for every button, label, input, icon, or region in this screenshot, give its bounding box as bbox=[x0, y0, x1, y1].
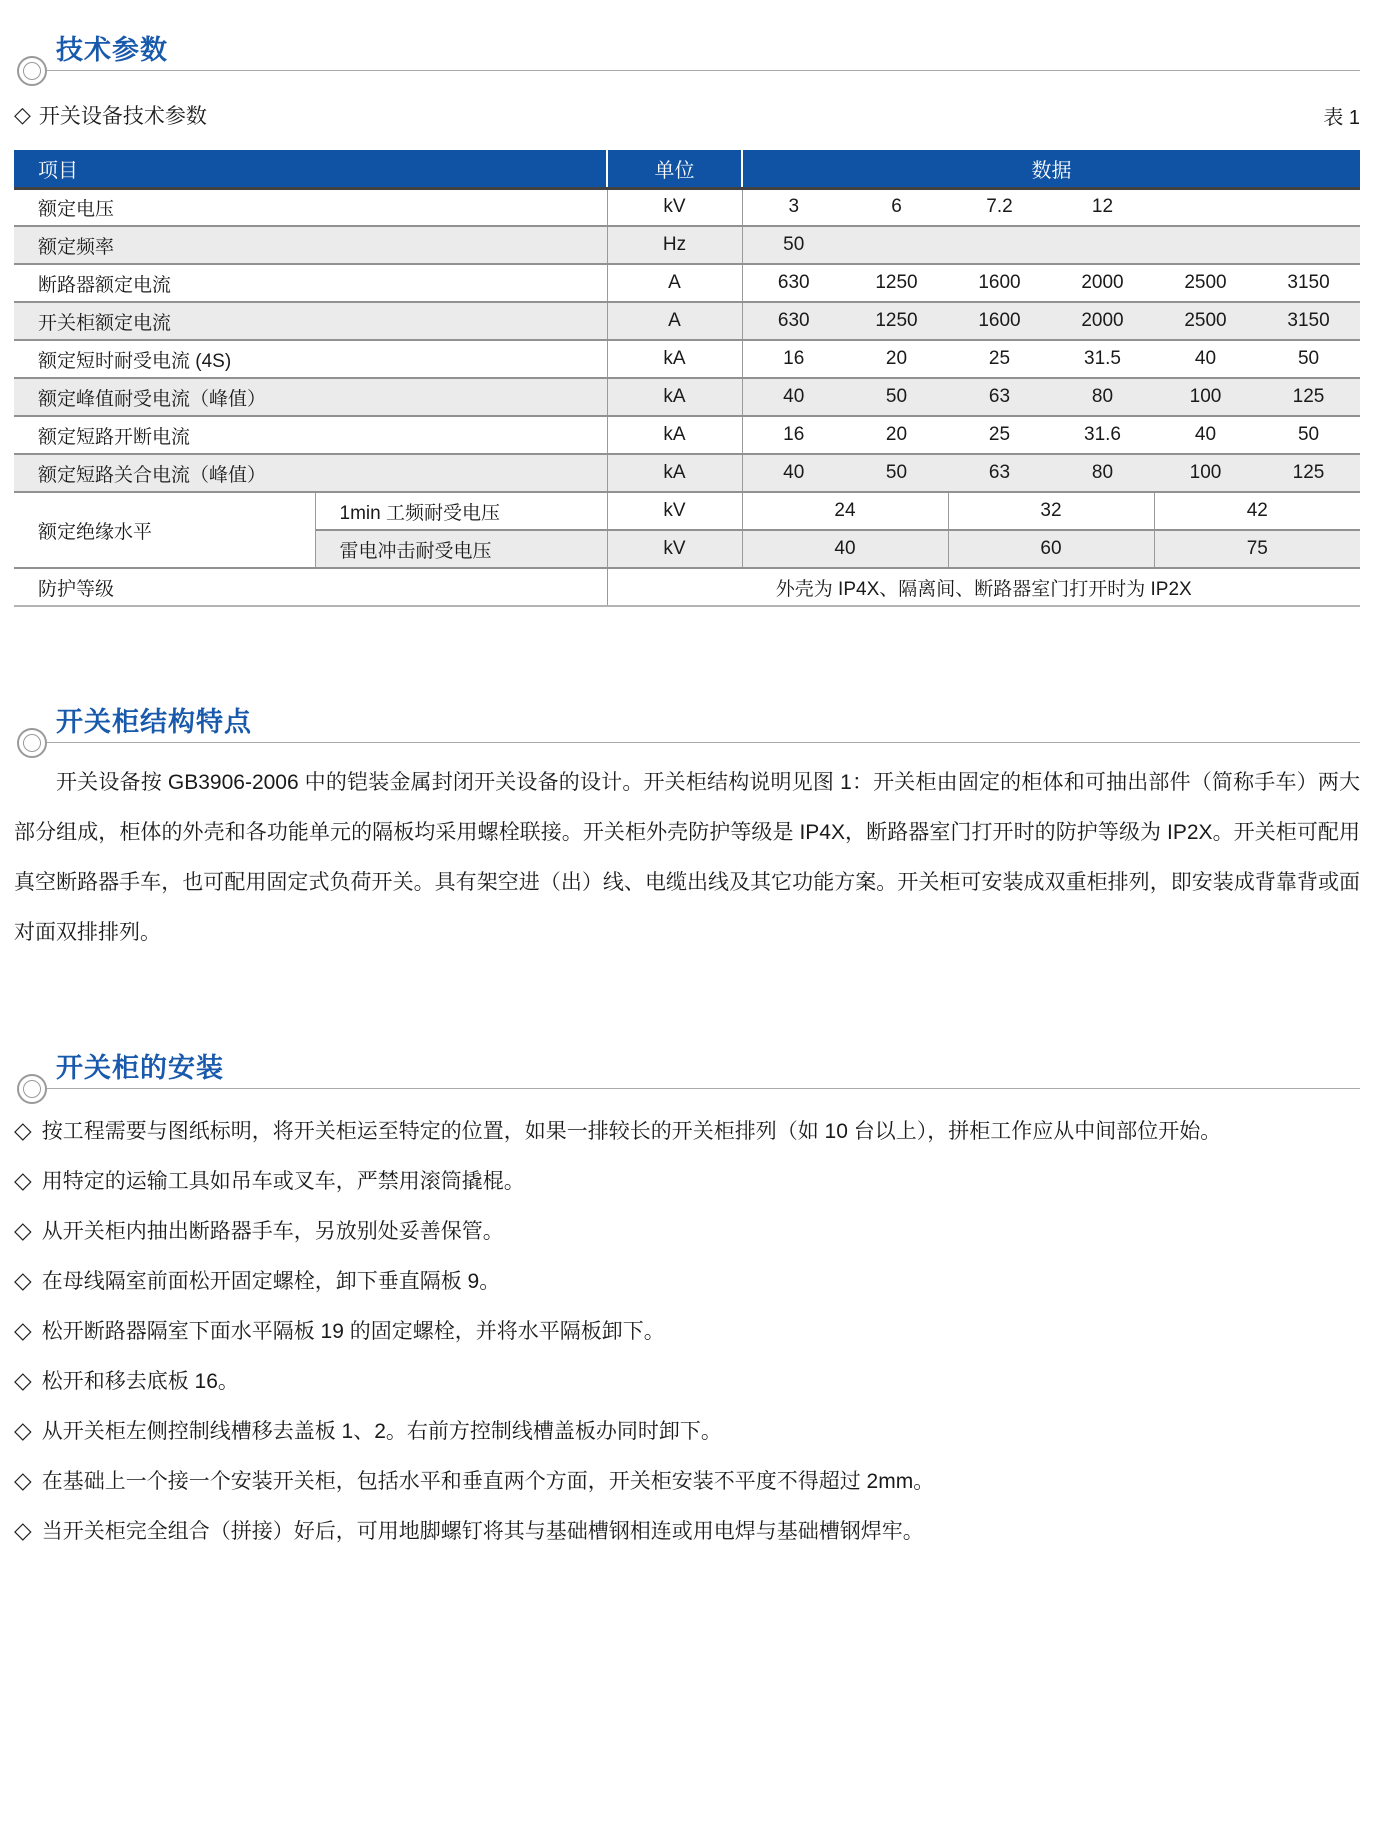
list-item-text: 从开关柜内抽出断路器手车，另放别处妥善保管。 bbox=[41, 1220, 504, 1243]
cell-value: 40 bbox=[742, 378, 845, 416]
cell-value: 40 bbox=[742, 530, 948, 568]
diamond-icon: ◇ bbox=[14, 1316, 32, 1343]
cell-value: 80 bbox=[1051, 378, 1154, 416]
cell-value bbox=[1257, 188, 1360, 226]
cell-value bbox=[1257, 226, 1360, 264]
cell-value: 2500 bbox=[1184, 272, 1227, 293]
cell-label: 额定频率 bbox=[14, 226, 607, 264]
double-circle-inner bbox=[23, 734, 41, 752]
table-row bbox=[14, 226, 1360, 264]
cell-label: 额定短路开断电流 bbox=[38, 426, 191, 448]
list-item bbox=[14, 1155, 1360, 1205]
list-item bbox=[14, 1255, 1360, 1305]
table-row bbox=[14, 302, 1360, 340]
page-title: 技术参数 bbox=[56, 35, 168, 65]
double-circle-icon bbox=[17, 1074, 47, 1104]
cell-value: 125 bbox=[1257, 378, 1360, 416]
cell-value: 630 bbox=[777, 272, 810, 293]
install-bullet-list bbox=[14, 1105, 1360, 1555]
cell-value: 3150 bbox=[1287, 272, 1330, 293]
cell-value: 630 bbox=[742, 302, 845, 340]
cell-value: 31.6 bbox=[1084, 424, 1121, 445]
list-item-text: 从开关柜左侧控制线槽移去盖板 1、2。右前方控制线槽盖板办同时卸下。 bbox=[41, 1420, 722, 1443]
cell-value bbox=[1051, 226, 1154, 264]
cell-label: 断路器额定电流 bbox=[38, 274, 172, 296]
cell-unit: kV bbox=[607, 530, 742, 568]
cell-value: 31.5 bbox=[1084, 348, 1121, 369]
list-item-text: 松开和移去底板 16。 bbox=[41, 1370, 239, 1393]
cell-unit: A bbox=[607, 264, 742, 302]
cell-label: 额定电压 bbox=[38, 198, 115, 220]
section-header-structure bbox=[0, 700, 1373, 762]
cell-unit: kA bbox=[607, 340, 742, 378]
cell-unit: kA bbox=[607, 378, 742, 416]
diamond-icon: ◇ bbox=[14, 1116, 32, 1143]
cell-sublabel: 雷电冲击耐受电压 bbox=[315, 530, 607, 568]
cell-unit: Hz bbox=[607, 226, 742, 264]
cell-value: 1600 bbox=[978, 272, 1021, 293]
section-header-tech bbox=[0, 28, 1373, 90]
table-row bbox=[14, 454, 1360, 492]
list-item-text: 在母线隔室前面松开固定螺栓，卸下垂直隔板 9。 bbox=[41, 1270, 501, 1293]
cell-value: 25 bbox=[988, 348, 1011, 369]
list-item bbox=[14, 1305, 1360, 1355]
cell-value: 40 bbox=[742, 454, 845, 492]
list-item bbox=[14, 1505, 1360, 1555]
table-header-row bbox=[14, 150, 1360, 188]
diamond-icon: ◇ bbox=[14, 1466, 32, 1493]
cell-unit: kV bbox=[607, 492, 742, 530]
cell-value: 50 bbox=[1297, 348, 1320, 369]
cell-label: 开关柜额定电流 bbox=[14, 302, 607, 340]
cell-value: 25 bbox=[988, 424, 1011, 445]
cell-value: 1250 bbox=[845, 302, 948, 340]
structure-paragraph: 开关设备按 GB3906-2006 中的铠装金属封闭开关设备的设计。开关柜结构说明见图 1：开关柜由固定的柜体和可抽出部件（简称手车）两大部分组成，柜体的外壳和各功能单元的隔板均采用螺栓联接。开关柜外壳防护等级是 IP4X，断路器室门打开时的防护等级为 IP2X。开关柜可配用真空断路器手车，也可配用固定式负荷开关。具有架空进（出）线、电缆出线及其它功能方案。开关柜可安装成双重柜排列，即安装成背靠背或面对面双排排列。 bbox=[14, 771, 1360, 944]
cell-protection-value: 外壳为 IP4X、隔离间、断路器室门打开时为 IP2X bbox=[607, 568, 1360, 606]
cell-value: 2500 bbox=[1154, 302, 1257, 340]
cell-value: 63 bbox=[948, 378, 1051, 416]
section-divider bbox=[47, 70, 1360, 71]
table-caption-text: 开关设备技术参数 bbox=[38, 105, 207, 128]
diamond-icon: ◇ bbox=[14, 102, 31, 127]
diamond-icon: ◇ bbox=[14, 1216, 32, 1243]
table-caption-row bbox=[14, 100, 1360, 130]
header-cell-unit: 单位 bbox=[607, 150, 742, 188]
list-item bbox=[14, 1455, 1360, 1505]
list-item bbox=[14, 1405, 1360, 1455]
list-item-text: 在基础上一个接一个安装开关柜，包括水平和垂直两个方面，开关柜安装不平度不得超过 2mm。 bbox=[41, 1470, 935, 1493]
diamond-icon: ◇ bbox=[14, 1416, 32, 1443]
table-row-protection bbox=[14, 568, 1360, 606]
double-circle-icon bbox=[17, 728, 47, 758]
double-circle-inner bbox=[23, 1080, 41, 1098]
cell-label: 额定峰值耐受电流（峰值） bbox=[14, 378, 607, 416]
cell-value: 20 bbox=[885, 424, 908, 445]
cell-value: 16 bbox=[783, 424, 805, 445]
header-cell-data: 数据 bbox=[742, 150, 1360, 188]
cell-value: 20 bbox=[885, 348, 908, 369]
section-divider bbox=[47, 1088, 1360, 1089]
table-row bbox=[14, 340, 1360, 378]
double-circle-inner bbox=[23, 62, 41, 80]
cell-value: 60 bbox=[948, 530, 1154, 568]
diamond-icon: ◇ bbox=[14, 1266, 32, 1293]
cell-value: 42 bbox=[1154, 492, 1360, 530]
cell-value: 2000 bbox=[1051, 302, 1154, 340]
cell-value: 3 bbox=[788, 196, 800, 218]
cell-value: 40 bbox=[1194, 424, 1217, 445]
cell-label: 额定短路关合电流（峰值） bbox=[14, 454, 607, 492]
list-item-text: 松开断路器隔室下面水平隔板 19 的固定螺栓，并将水平隔板卸下。 bbox=[41, 1320, 665, 1343]
double-circle-icon bbox=[17, 56, 47, 86]
diamond-icon: ◇ bbox=[14, 1516, 32, 1543]
table-row bbox=[14, 416, 1360, 454]
table-caption bbox=[14, 100, 207, 130]
cell-value: 12 bbox=[1091, 196, 1114, 218]
list-item bbox=[14, 1105, 1360, 1155]
cell-value bbox=[948, 226, 1051, 264]
cell-value: 2000 bbox=[1081, 272, 1124, 293]
cell-unit: kV bbox=[607, 188, 742, 226]
list-item-text: 当开关柜完全组合（拼接）好后，可用地脚螺钉将其与基础槽钢相连或用电焊与基础槽钢焊牢。 bbox=[41, 1520, 924, 1543]
list-item bbox=[14, 1205, 1360, 1255]
cell-value: 125 bbox=[1257, 454, 1360, 492]
cell-value: 50 bbox=[845, 378, 948, 416]
cell-unit: kA bbox=[607, 416, 742, 454]
cell-value: 100 bbox=[1154, 454, 1257, 492]
cell-label: 防护等级 bbox=[38, 578, 115, 600]
cell-value: 50 bbox=[845, 454, 948, 492]
cell-value bbox=[1154, 226, 1257, 264]
cell-value: 1250 bbox=[875, 272, 918, 293]
cell-value: 63 bbox=[948, 454, 1051, 492]
table-row bbox=[14, 378, 1360, 416]
cell-value: 50 bbox=[742, 226, 845, 264]
section-title-install: 开关柜的安装 bbox=[56, 1053, 224, 1083]
cell-value bbox=[1154, 188, 1257, 226]
header-cell-item: 项目 bbox=[14, 150, 607, 188]
cell-value: 80 bbox=[1051, 454, 1154, 492]
cell-value: 40 bbox=[1194, 348, 1217, 369]
table-row-insulation-1 bbox=[14, 492, 1360, 530]
cell-value: 100 bbox=[1154, 378, 1257, 416]
cell-value: 75 bbox=[1154, 530, 1360, 568]
list-item-text: 按工程需要与图纸标明，将开关柜运至特定的位置，如果一排较长的开关柜排列（如 10 台以上），拼柜工作应从中间部位开始。 bbox=[41, 1120, 1222, 1143]
cell-label-insulation: 额定绝缘水平 bbox=[38, 521, 153, 543]
list-item-text: 用特定的运输工具如吊车或叉车，严禁用滚筒撬棍。 bbox=[41, 1170, 525, 1193]
cell-value: 1600 bbox=[948, 302, 1051, 340]
cell-value: 24 bbox=[834, 500, 856, 521]
diamond-icon: ◇ bbox=[14, 1366, 32, 1393]
section-header-install bbox=[0, 1046, 1373, 1108]
list-item bbox=[14, 1355, 1360, 1405]
diamond-icon: ◇ bbox=[14, 1166, 32, 1193]
cell-sublabel: 1min 工频耐受电压 bbox=[315, 492, 607, 530]
cell-unit: A bbox=[607, 302, 742, 340]
cell-value: 50 bbox=[1297, 424, 1320, 445]
table-row bbox=[14, 188, 1360, 226]
cell-value: 7.2 bbox=[986, 196, 1013, 218]
cell-value: 6 bbox=[891, 196, 902, 218]
cell-value: 16 bbox=[783, 348, 805, 369]
section-divider bbox=[47, 742, 1360, 743]
cell-value bbox=[845, 226, 948, 264]
cell-label: 额定短时耐受电流 (4S) bbox=[38, 350, 232, 372]
table-row bbox=[14, 264, 1360, 302]
section-title-structure: 开关柜结构特点 bbox=[56, 707, 252, 737]
table-number-label: 表 1 bbox=[1323, 106, 1360, 129]
cell-value: 3150 bbox=[1257, 302, 1360, 340]
cell-value: 32 bbox=[948, 492, 1154, 530]
tech-params-table bbox=[14, 150, 1360, 607]
cell-unit: kA bbox=[607, 454, 742, 492]
